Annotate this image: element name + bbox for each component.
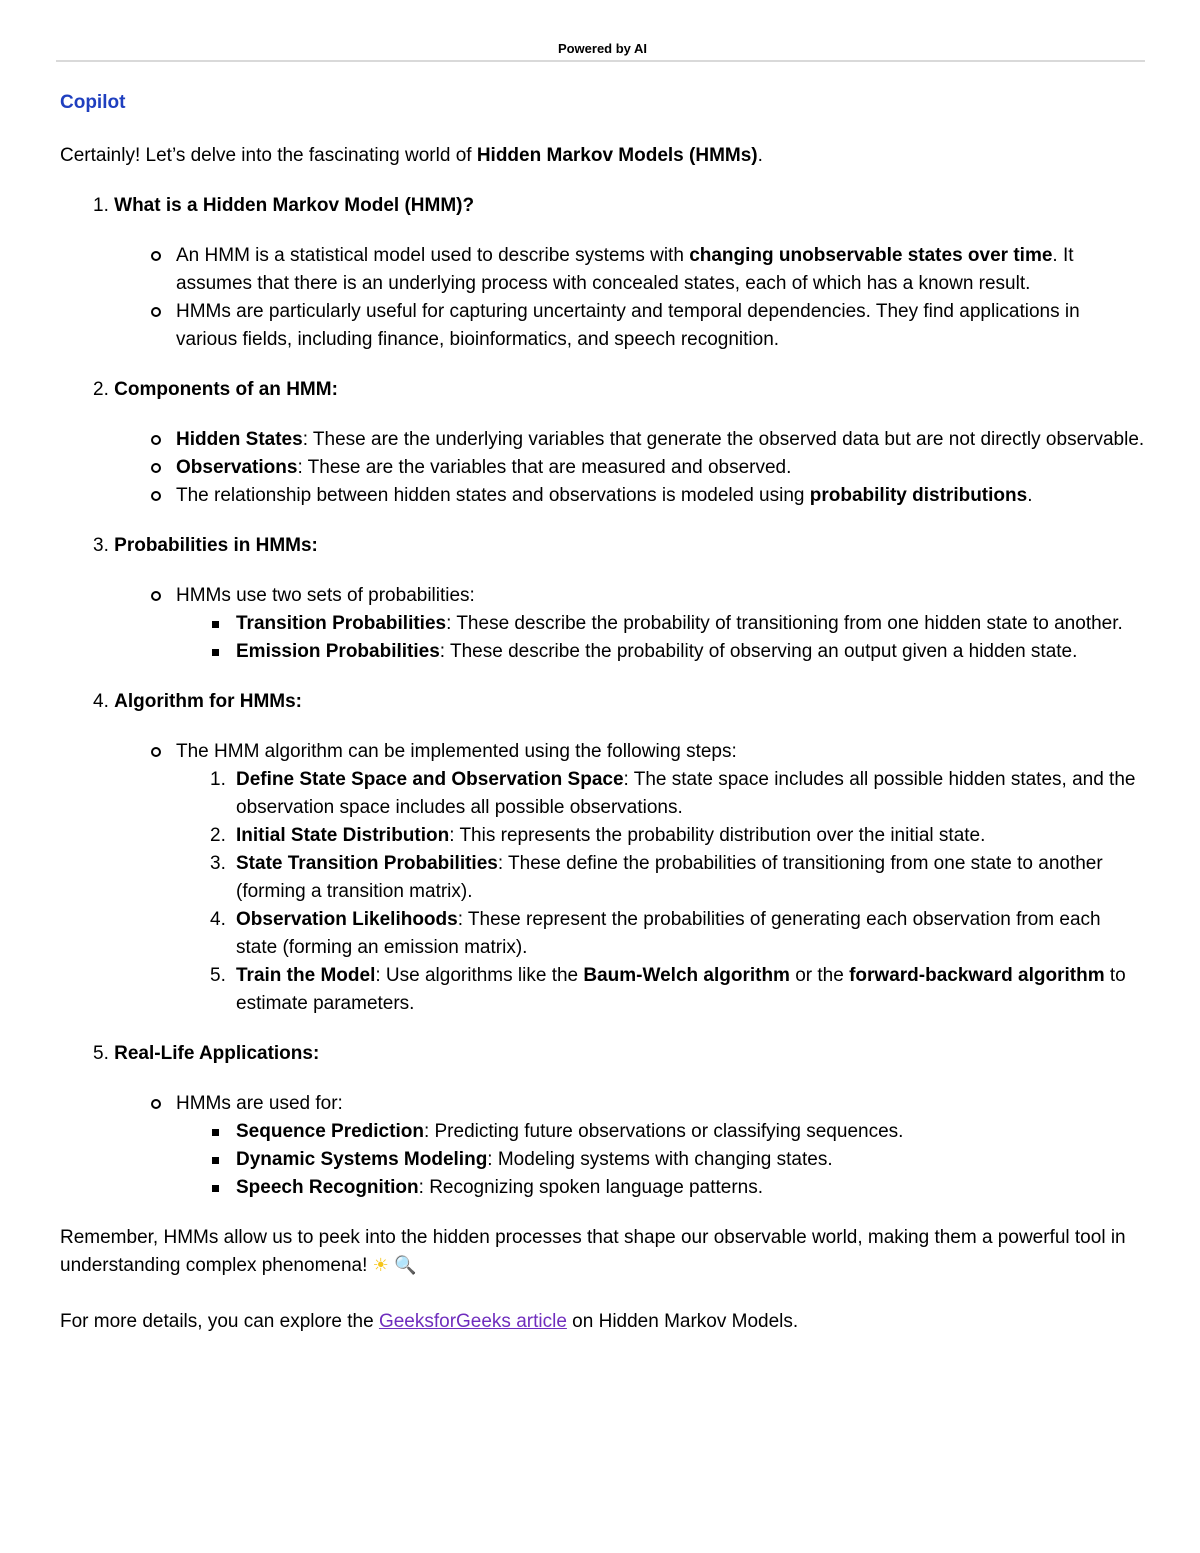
- section-title: 5. Real-Life Applications:: [93, 1043, 320, 1064]
- more-details-paragraph: [60, 1308, 1145, 1336]
- bullet-list: [60, 738, 1145, 1018]
- list-item: Hidden States: These are the underlying variables that generate the observed data but are not directly observable.: [176, 426, 1145, 454]
- sub-list-item: Speech Recognition: Recognizing spoken language patterns.: [236, 1174, 1145, 1202]
- bullet-list: [60, 426, 1145, 510]
- section-title: 2. Components of an HMM:: [93, 379, 338, 400]
- step-item: 3. State Transition Probabilities: These define the probabilities of transitioning from one state to another (forming a transition matrix).: [210, 853, 1103, 902]
- sub-bullet-list: [176, 1118, 1145, 1202]
- list-item: The relationship between hidden states and observations is modeled using probability distributions.: [176, 482, 1145, 510]
- list-item: HMMs are used for: Sequence Prediction: Predicting future observations or classifying sequences. Dynamic Systems Modeling: Modeling systems with changing states. Speech Recognition: Recognizing spoken language patterns.: [176, 1090, 1145, 1202]
- list-item: HMMs use two sets of probabilities: Transition Probabilities: These describe the probability of transitioning from one hidden state to another. Emission Probabilities: These describe the probability of observing an output given a hidden state.: [176, 582, 1145, 666]
- section-3: [60, 532, 1145, 666]
- sub-list-item: Emission Probabilities: These describe the probability of observing an output given a hidden state.: [236, 638, 1145, 666]
- step-item: 5. Train the Model: Use algorithms like the Baum-Welch algorithm or the forward-backward algorithm to estimate parameters.: [210, 965, 1126, 1014]
- intro-paragraph: [60, 142, 1145, 170]
- sun-icon: ☀: [372, 1255, 389, 1276]
- sub-bullet-list: [176, 610, 1145, 666]
- list-item: HMMs are particularly useful for capturing uncertainty and temporal dependencies. They find applications in various fields, including finance, bioinformatics, and speech recognition.: [176, 298, 1145, 354]
- list-item: An HMM is a statistical model used to describe systems with changing unobservable states over time. It assumes that there is an underlying process with concealed states, each of which has a known result.: [176, 242, 1145, 298]
- section-5: [60, 1040, 1145, 1202]
- magnifier-icon: 🔍: [394, 1255, 417, 1276]
- bullet-list: [60, 582, 1145, 666]
- section-2: [60, 376, 1145, 510]
- page-header: Powered by AI: [557, 41, 648, 56]
- intro-bold: Hidden Markov Models (HMMs): [476, 145, 758, 166]
- geeksforgeeks-link[interactable]: GeeksforGeeks article: [378, 1311, 567, 1332]
- step-item: 4. Observation Likelihoods: These represent the probabilities of generating each observation from each state (forming an emission matrix).: [210, 909, 1101, 958]
- closing-text: Remember, HMMs allow us to peek into the hidden processes that shape our observable world, making them a powerful tool in understanding complex phenomena!: [60, 1227, 1126, 1276]
- step-item: 2. Initial State Distribution: This represents the probability distribution over the initial state.: [210, 825, 986, 846]
- section-1: [60, 192, 1145, 354]
- more-text: For more details, you can explore the: [60, 1311, 379, 1332]
- more-end: on Hidden Markov Models.: [566, 1311, 799, 1332]
- bullet-list: [60, 242, 1145, 354]
- section-4: [60, 688, 1145, 1018]
- closing-paragraph: [60, 1224, 1145, 1280]
- brand-title: Copilot: [60, 92, 126, 113]
- document-page: [60, 38, 1145, 1336]
- step-item: 1. Define State Space and Observation Space: The state space includes all possible hidden states, and the observation space includes all possible observations.: [210, 769, 1136, 818]
- list-item: Observations: These are the variables that are measured and observed.: [176, 454, 1145, 482]
- sub-list-item: Dynamic Systems Modeling: Modeling systems with changing states.: [236, 1146, 1145, 1174]
- section-title: 1. What is a Hidden Markov Model (HMM)?: [93, 195, 475, 216]
- section-title: 4. Algorithm for HMMs:: [93, 691, 303, 712]
- sub-list-item: Transition Probabilities: These describe the probability of transitioning from one hidden state to another.: [236, 610, 1145, 638]
- intro-text: Certainly! Let’s delve into the fascinating world of: [60, 145, 477, 166]
- step-list: [176, 766, 1145, 1018]
- header-divider: [56, 60, 1145, 62]
- sub-list-item: Sequence Prediction: Predicting future observations or classifying sequences.: [236, 1118, 1145, 1146]
- bullet-list: [60, 1090, 1145, 1202]
- intro-end: .: [757, 145, 763, 166]
- section-title: 3. Probabilities in HMMs:: [93, 535, 318, 556]
- list-item: The HMM algorithm can be implemented using the following steps: 1. Define State Space and Observation Space: The state space includes all possible hidden states, and the observation space includes all possible observations. 2. Initial State Distribution: This represents the probability distribution over the initial state. 3. State Transition Probabilities: These define the probabilities of transitioning from one state to another (forming a transition matrix). 4. Observation Likelihoods: These represent the probabilities of generating each observation from each state (forming an emission matrix). 5. Train the Model: Use algorithms like the Baum-Welch algorithm or the forward-backward algorithm to estimate parameters.: [176, 738, 1145, 1018]
